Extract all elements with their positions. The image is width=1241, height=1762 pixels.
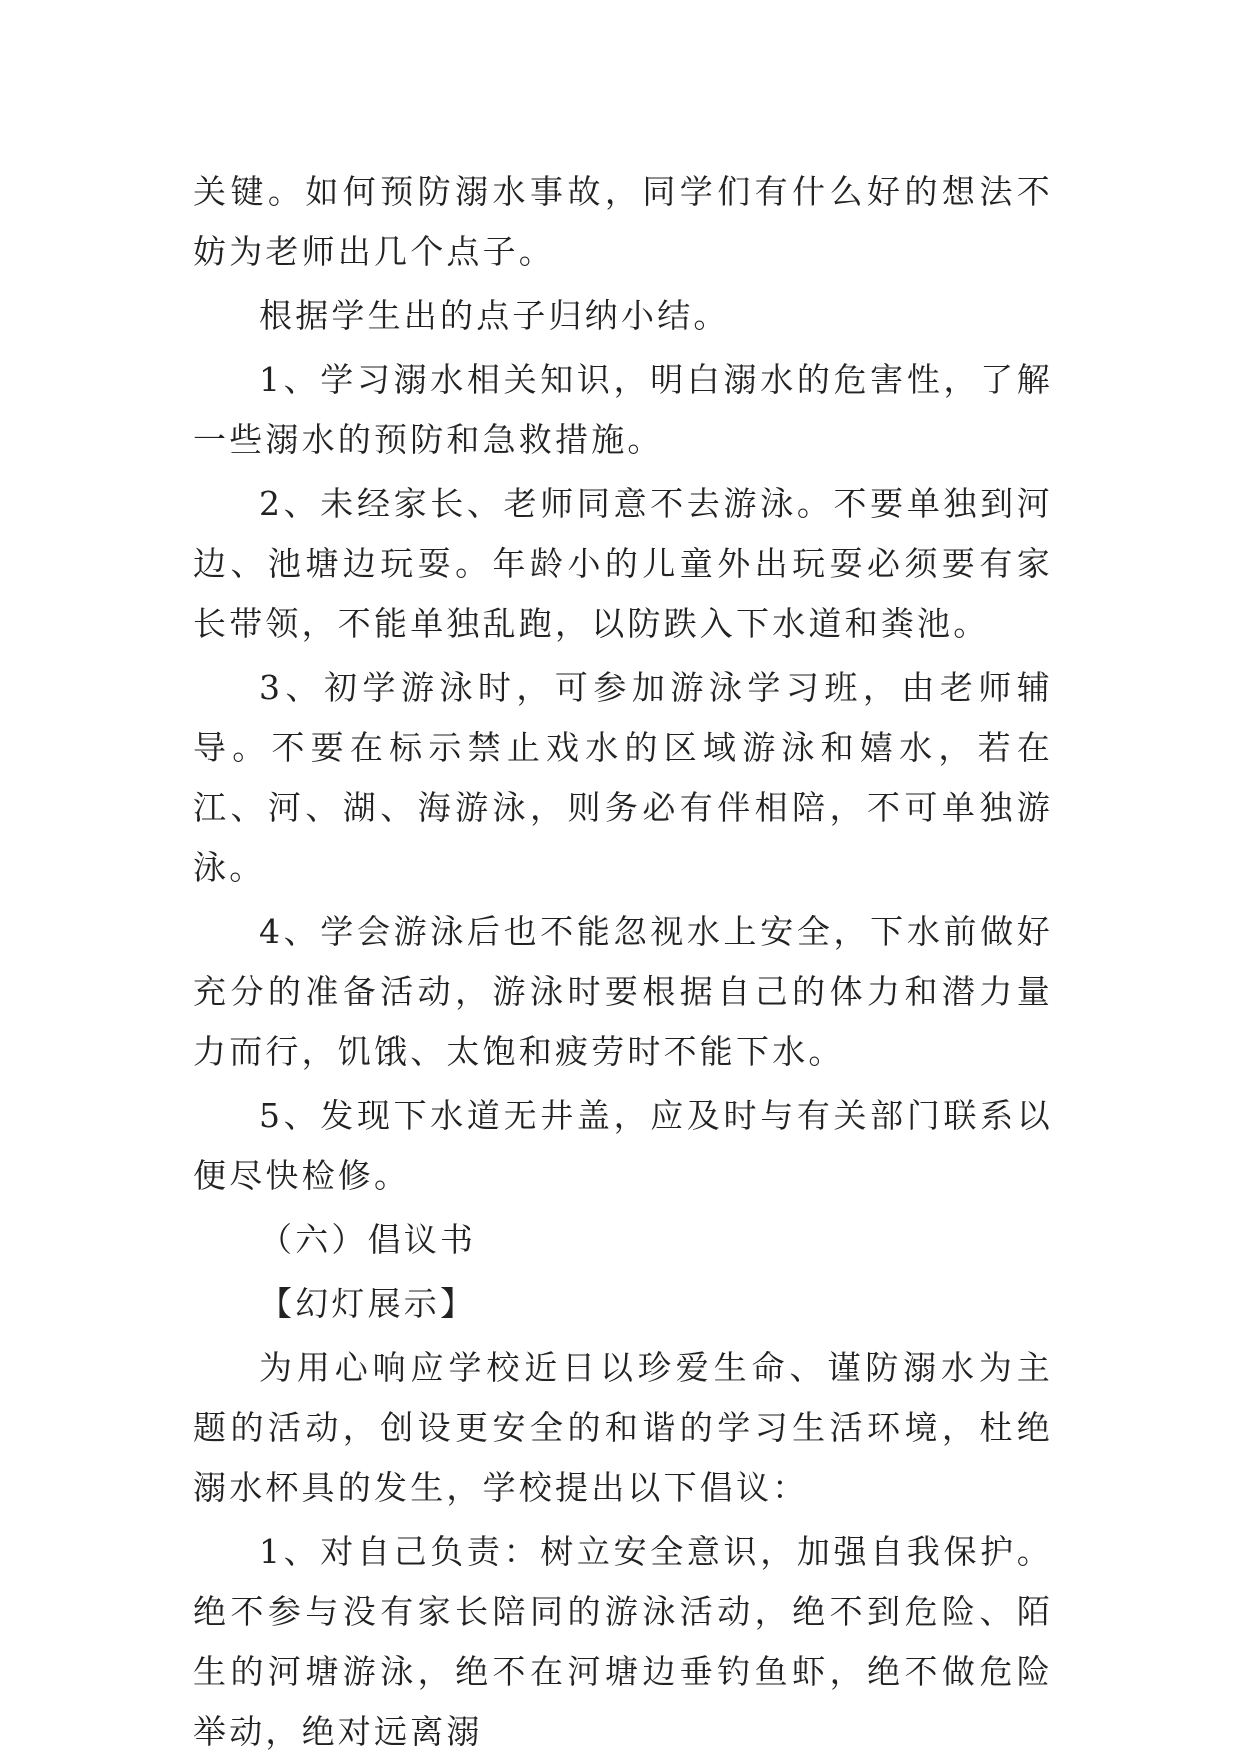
document-body bbox=[193, 162, 1053, 1762]
paragraph-summary-heading: 根据学生出的点子归纳小结。 bbox=[259, 296, 730, 335]
paragraph-point-4: 4、学会游泳后也不能忽视水上安全，下水前做好充分的准备活动，游泳时要根据自己的体力和潜力量力而行，饥饿、太饱和疲劳时不能下水。 bbox=[193, 912, 1053, 1071]
paragraph-point-1: 1、学习溺水相关知识，明白溺水的危害性，了解一些溺水的预防和急救措施。 bbox=[193, 360, 1053, 459]
paragraph-point-3: 3、初学游泳时，可参加游泳学习班，由老师辅导。不要在标示禁止戏水的区域游泳和嬉水，若在江、河、湖、海游泳，则务必有伴相陪，不可单独游泳。 bbox=[193, 668, 1053, 887]
paragraph-proposal-1: 1、对自己负责：树立安全意识，加强自我保护。绝不参与没有家长陪同的游泳活动，绝不到危险、陌生的河塘游泳，绝不在河塘边垂钓鱼虾，绝不做危险举动，绝对远离溺 bbox=[193, 1532, 1053, 1751]
paragraph-proposal-intro: 为用心响应学校近日以珍爱生命、谨防溺水为主题的活动，创设更安全的和谐的学习生活环境，杜绝溺水杯具的发生，学校提出以下倡议： bbox=[193, 1348, 1053, 1507]
paragraph-point-2: 2、未经家长、老师同意不去游泳。不要单独到河边、池塘边玩耍。年龄小的儿童外出玩耍必须要有家长带领，不能单独乱跑，以防跌入下水道和粪池。 bbox=[193, 484, 1053, 643]
section-heading-proposal: （六）倡议书 bbox=[259, 1220, 477, 1259]
paragraph-intro-continued: 关键。如何预防溺水事故，同学们有什么好的想法不妨为老师出几个点子。 bbox=[193, 172, 1053, 271]
paragraph-point-5: 5、发现下水道无井盖，应及时与有关部门联系以便尽快检修。 bbox=[193, 1096, 1053, 1195]
slide-show-label: 【幻灯展示】 bbox=[259, 1284, 477, 1323]
